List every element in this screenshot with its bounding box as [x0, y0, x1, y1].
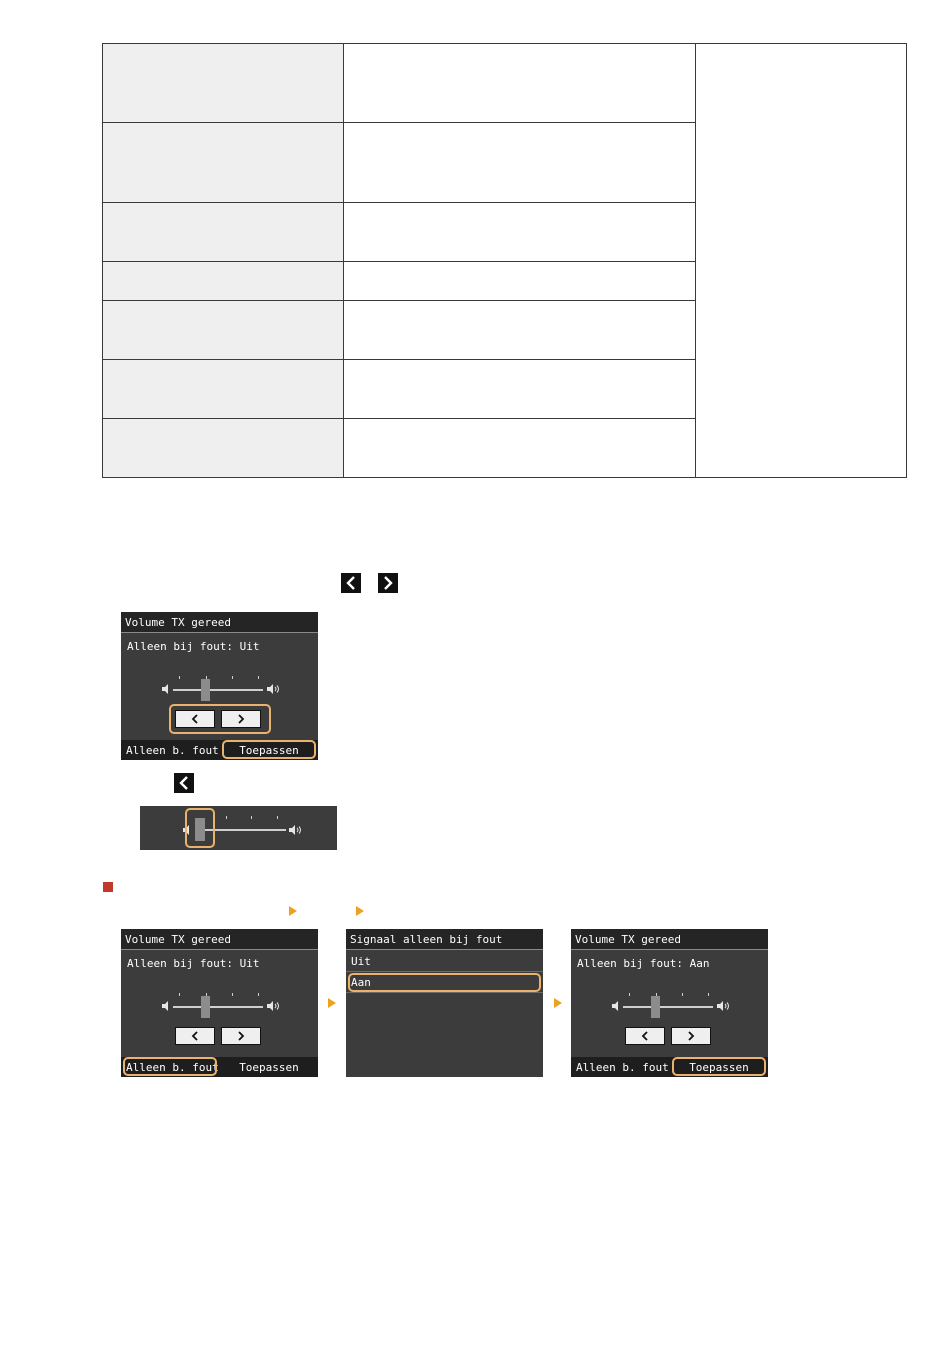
speaker-high-icon	[288, 825, 302, 835]
step-arrow-icon	[355, 905, 365, 917]
volume-slider-thumb[interactable]	[201, 679, 210, 701]
step-arrow-icon	[327, 997, 337, 1009]
screen-title: Volume TX gereed	[125, 616, 231, 629]
table-cell	[103, 301, 343, 360]
slider-detail	[140, 806, 337, 850]
chevron-left-icon	[641, 1031, 649, 1041]
chevron-right-icon	[378, 573, 398, 593]
chevron-left-icon	[174, 773, 194, 793]
slider-tick	[258, 993, 259, 996]
lcd-screen-volume	[121, 612, 318, 760]
chevron-right-icon	[237, 1031, 245, 1041]
volume-up-button[interactable]	[671, 1027, 711, 1045]
slider-tick	[179, 993, 180, 996]
status-line: Alleen bij fout: Uit	[127, 957, 260, 970]
apply-button[interactable]: Toepassen	[239, 744, 299, 757]
highlight-frame	[222, 740, 316, 759]
volume-slider-track	[173, 689, 263, 691]
slider-tick	[232, 676, 233, 679]
slider-tick	[708, 993, 709, 996]
apply-button[interactable]: Toepassen	[689, 1061, 749, 1074]
screen-title-bar	[346, 929, 543, 950]
highlight-frame	[672, 1057, 766, 1076]
table-cell	[343, 301, 695, 360]
volume-up-button[interactable]	[221, 1027, 261, 1045]
table-cell	[343, 123, 695, 203]
slider-tick	[258, 676, 259, 679]
slider-tick	[179, 676, 180, 679]
volume-slider-track	[623, 1006, 713, 1008]
error-only-button[interactable]: Alleen b. fout	[126, 1061, 219, 1074]
slider-tick	[629, 993, 630, 996]
highlight-frame	[123, 1057, 217, 1076]
step-arrow-icon	[288, 905, 298, 917]
option-label: Aan	[351, 976, 371, 989]
section-bullet	[103, 882, 113, 892]
highlight-frame	[348, 973, 541, 992]
table-cell-merged	[695, 44, 906, 477]
slider-tick	[232, 993, 233, 996]
table-cell	[343, 44, 695, 123]
table-cell	[103, 262, 343, 301]
table-cell	[343, 360, 695, 419]
error-only-button[interactable]: Alleen b. fout	[576, 1061, 669, 1074]
highlight-frame	[169, 704, 271, 734]
speaker-high-icon	[266, 1001, 280, 1011]
lcd-screen-volume	[121, 929, 318, 1077]
status-line: Alleen bij fout: Uit	[127, 640, 260, 653]
screen-title-bar	[121, 929, 318, 950]
chevron-left-icon	[341, 573, 361, 593]
lcd-screen-option-list	[346, 929, 543, 1077]
option-uit[interactable]	[346, 952, 543, 972]
lcd-screen-volume	[571, 929, 768, 1077]
chevron-left-icon	[191, 1031, 199, 1041]
volume-slider-track	[173, 1006, 263, 1008]
option-label: Uit	[351, 955, 371, 968]
settings-table	[102, 43, 907, 478]
table-cell	[103, 44, 343, 123]
volume-down-button[interactable]	[625, 1027, 665, 1045]
slider-tick	[277, 816, 278, 819]
slider-tick	[226, 816, 227, 819]
speaker-high-icon	[266, 684, 280, 694]
volume-down-button[interactable]	[175, 1027, 215, 1045]
screen-title-bar	[121, 612, 318, 633]
status-line: Alleen bij fout: Aan	[577, 957, 710, 970]
highlight-frame	[185, 808, 215, 848]
table-cell	[103, 419, 343, 477]
slider-tick	[251, 816, 252, 819]
step-arrow-icon	[553, 997, 563, 1009]
table-cell	[103, 360, 343, 419]
apply-button[interactable]: Toepassen	[239, 1061, 299, 1074]
table-cell	[343, 419, 695, 477]
chevron-right-icon	[687, 1031, 695, 1041]
screen-title: Signaal alleen bij fout	[350, 933, 503, 946]
screen-title: Volume TX gereed	[575, 933, 681, 946]
screen-title-bar	[571, 929, 768, 950]
speaker-high-icon	[716, 1001, 730, 1011]
table-cell	[103, 203, 343, 262]
table-cell	[343, 262, 695, 301]
volume-slider-thumb[interactable]	[651, 996, 660, 1018]
table-cell	[343, 203, 695, 262]
screen-title: Volume TX gereed	[125, 933, 231, 946]
slider-tick	[682, 993, 683, 996]
table-cell	[103, 123, 343, 203]
error-only-button[interactable]: Alleen b. fout	[126, 744, 219, 757]
volume-slider-thumb[interactable]	[201, 996, 210, 1018]
